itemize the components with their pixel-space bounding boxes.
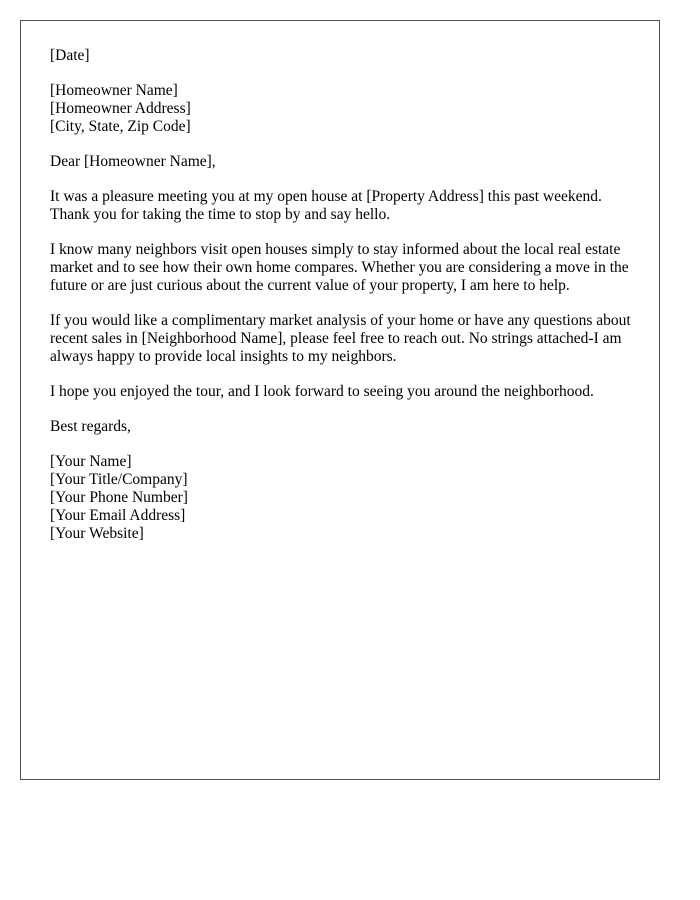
salutation-block: [50, 153, 645, 171]
letter-body: [50, 47, 645, 560]
recipient-name: [Homeowner Name]: [50, 82, 178, 99]
signature-title-company: [Your Title/Company]: [50, 471, 188, 488]
signature-website: [Your Website]: [50, 525, 144, 542]
letter-date: [Date]: [50, 47, 90, 64]
closing: Best regards,: [50, 418, 131, 435]
recipient-address: [Homeowner Address]: [50, 100, 191, 117]
paragraph-open-house-thanks: It was a pleasure meeting you at my open house at [Property Address] this past weekend. Thank you for taking the time to stop by and say hello.: [50, 188, 602, 223]
salutation: Dear [Homeowner Name],: [50, 153, 216, 170]
paragraph-market-interest: I know many neighbors visit open houses simply to stay informed about the local real estate market and to see how their own home compares. Whether you are considering a move in the future or are just curious about the current value of your property, I am here to help.: [50, 241, 629, 294]
paragraph-market-analysis-offer: If you would like a complimentary market analysis of your home or have any questions about recent sales in [Neighborhood Name], please feel free to reach out. No strings attached-I am always happy to provide local insights to my neighbors.: [50, 312, 631, 365]
recipient-city-state-zip: [City, State, Zip Code]: [50, 118, 191, 135]
paragraph-closing-wish: I hope you enjoyed the tour, and I look forward to seeing you around the neighborhood.: [50, 383, 594, 400]
recipient-address-block: [50, 82, 645, 136]
letter-page: [20, 20, 660, 780]
signature-email: [Your Email Address]: [50, 507, 186, 524]
signature-phone: [Your Phone Number]: [50, 489, 188, 506]
signature-name: [Your Name]: [50, 453, 132, 470]
date-block: [50, 47, 645, 65]
signature-block: [50, 453, 645, 543]
closing-block: [50, 418, 645, 436]
